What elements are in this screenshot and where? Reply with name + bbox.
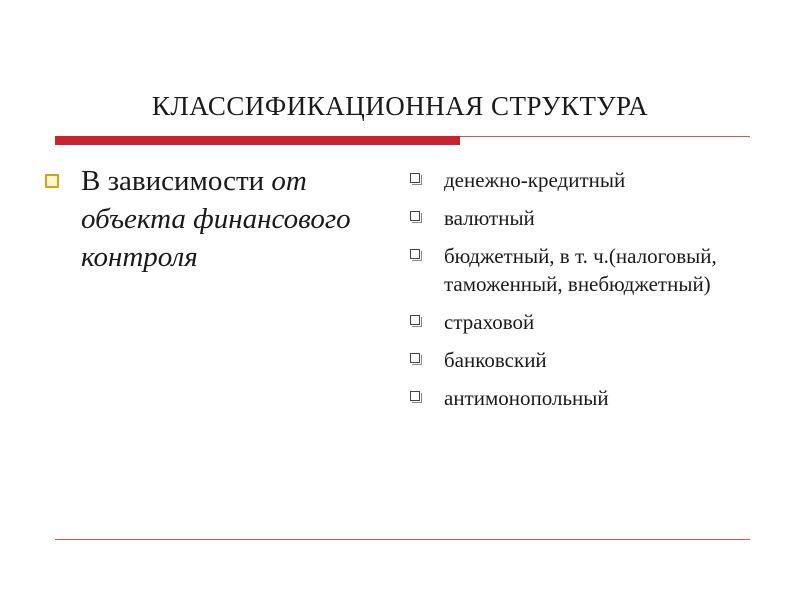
checkbox-bullet-icon xyxy=(45,174,59,188)
square-bullet-icon xyxy=(410,249,420,259)
slide-title: КЛАССИФИКАЦИОННАЯ СТРУКТУРА xyxy=(151,91,649,121)
square-bullet-icon xyxy=(410,173,420,183)
list-item xyxy=(410,346,740,374)
list-item-label: бюджетный, в т. ч.(налоговый, таможенный, внебюджетный) xyxy=(444,244,717,296)
square-bullet-icon xyxy=(410,315,420,325)
square-bullet-icon xyxy=(410,391,420,401)
list-item xyxy=(410,242,740,298)
left-column xyxy=(45,162,375,276)
list-item xyxy=(410,166,740,194)
left-column-text xyxy=(81,162,375,276)
list-item xyxy=(410,204,740,232)
list-item-label: банковский xyxy=(444,348,547,372)
list-item xyxy=(410,384,740,412)
left-text-italic: от объекта финансового контроля xyxy=(81,165,351,273)
list-item xyxy=(410,308,740,336)
title-underline-thin xyxy=(460,136,750,137)
footer-rule xyxy=(55,539,750,540)
list-item-label: страховой xyxy=(444,310,535,334)
square-bullet-icon xyxy=(410,353,420,363)
list-item-label: денежно-кредитный xyxy=(444,168,626,192)
square-bullet-icon xyxy=(410,211,420,221)
list-item-label: антимонопольный xyxy=(444,386,609,410)
right-column-list xyxy=(410,166,740,422)
title-underline-thick xyxy=(55,136,460,145)
list-item-label: валютный xyxy=(444,206,535,230)
left-text-normal: В зависимости xyxy=(81,165,272,197)
